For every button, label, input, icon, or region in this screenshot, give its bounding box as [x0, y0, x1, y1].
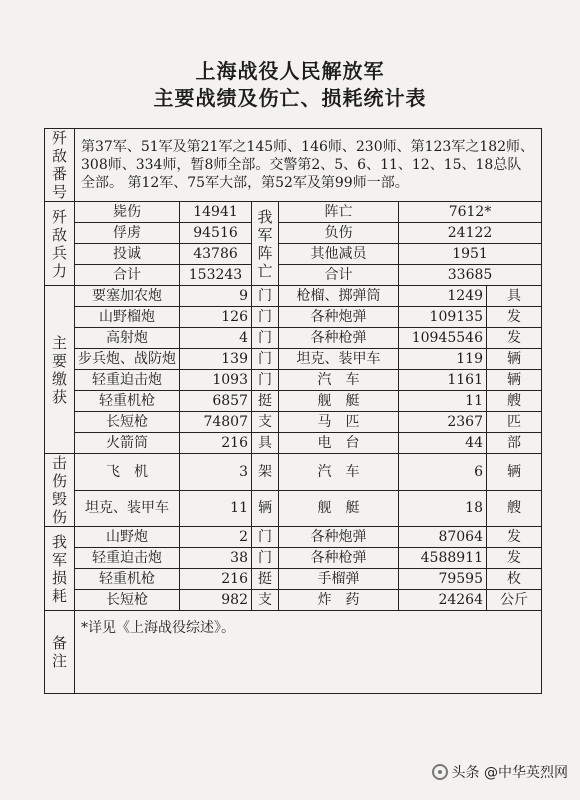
table-row [45, 349, 542, 370]
item-name: 炸 药 [279, 590, 399, 611]
item-value: 4588911 [399, 548, 487, 569]
item-value: 119 [399, 349, 487, 370]
item-value: 43786 [180, 244, 252, 265]
statistics-table [44, 128, 542, 694]
item-value: 216 [180, 433, 252, 454]
item-value: 7612* [399, 202, 542, 223]
watermark [432, 762, 568, 782]
item-unit: 辆 [487, 349, 542, 370]
table-row [45, 202, 542, 223]
section-label: 备注 [45, 611, 75, 694]
item-unit: 具 [487, 286, 542, 307]
table-row [45, 129, 542, 202]
item-value: 126 [180, 307, 252, 328]
item-value: 1093 [180, 370, 252, 391]
item-value: 216 [180, 569, 252, 590]
item-value: 11 [399, 391, 487, 412]
item-name: 合计 [75, 265, 180, 286]
section-text: 第37军、51军及第21军之145师、146师、230师、第123军之182师、308师、334师，暂8师全部。交警第2、5、6、11、12、15、18总队全部。 第12军、75军大部，第52军及第99师一部。 [75, 129, 542, 202]
item-name: 轻重迫击炮 [75, 370, 180, 391]
item-name: 山野炮 [75, 527, 180, 548]
item-value: 1249 [399, 286, 487, 307]
item-value: 109135 [399, 307, 487, 328]
item-value: 3 [180, 454, 252, 491]
item-name: 要塞加农炮 [75, 286, 180, 307]
item-value: 11 [180, 490, 252, 527]
watermark-text: 头条 @中华英烈网 [451, 765, 568, 781]
item-unit: 辆 [252, 490, 279, 527]
item-name: 汽 车 [279, 454, 399, 491]
table-row [45, 307, 542, 328]
note-text: *详见《上海战役综述》。 [75, 611, 542, 694]
table-row [45, 611, 542, 694]
item-name: 手榴弹 [279, 569, 399, 590]
section-label: 歼敌兵力 [45, 202, 75, 286]
item-unit: 门 [252, 286, 279, 307]
item-name: 舰 艇 [279, 490, 399, 527]
item-value: 4 [180, 328, 252, 349]
item-value: 1161 [399, 370, 487, 391]
item-unit: 匹 [487, 412, 542, 433]
item-name: 马 匹 [279, 412, 399, 433]
item-name: 汽 车 [279, 370, 399, 391]
item-unit: 架 [252, 454, 279, 491]
item-name: 各种炮弹 [279, 307, 399, 328]
item-name: 长短枪 [75, 412, 180, 433]
item-name: 投诚 [75, 244, 180, 265]
item-unit: 门 [252, 548, 279, 569]
table-row [45, 527, 542, 548]
item-name: 轻重机枪 [75, 569, 180, 590]
item-name: 各种枪弹 [279, 328, 399, 349]
item-value: 14941 [180, 202, 252, 223]
item-unit: 门 [252, 370, 279, 391]
document-title-line2: 主要战绩及伤亡、损耗统计表 [153, 86, 427, 110]
item-value: 139 [180, 349, 252, 370]
table-row [45, 590, 542, 611]
document-title-line1: 上海战役人民解放军 [195, 59, 385, 83]
item-value: 6857 [180, 391, 252, 412]
item-unit: 辆 [487, 454, 542, 491]
item-value: 33685 [399, 265, 542, 286]
table-row [45, 286, 542, 307]
item-value: 24264 [399, 590, 487, 611]
item-value: 18 [399, 490, 487, 527]
section-label: 我军阵亡 [252, 202, 279, 286]
item-unit: 具 [252, 433, 279, 454]
item-value: 9 [180, 286, 252, 307]
item-name: 飞 机 [75, 454, 180, 491]
item-value: 74807 [180, 412, 252, 433]
item-name: 坦克、装甲车 [279, 349, 399, 370]
table-row [45, 265, 542, 286]
item-unit: 艘 [487, 490, 542, 527]
item-unit: 枚 [487, 569, 542, 590]
item-name: 舰 艇 [279, 391, 399, 412]
table-row [45, 328, 542, 349]
item-name: 枪榴、掷弹筒 [279, 286, 399, 307]
section-label: 主要缴获 [45, 286, 75, 454]
item-unit: 支 [252, 590, 279, 611]
item-value: 2 [180, 527, 252, 548]
table-row [45, 223, 542, 244]
item-value: 1951 [399, 244, 542, 265]
item-name: 各种枪弹 [279, 548, 399, 569]
table-row [45, 433, 542, 454]
table-row [45, 412, 542, 433]
item-value: 982 [180, 590, 252, 611]
item-name: 阵亡 [279, 202, 399, 223]
item-name: 各种炮弹 [279, 527, 399, 548]
item-value: 153243 [180, 265, 252, 286]
table-row [45, 391, 542, 412]
item-value: 38 [180, 548, 252, 569]
section-label: 我军损耗 [45, 527, 75, 611]
item-name: 负伤 [279, 223, 399, 244]
item-value: 2367 [399, 412, 487, 433]
item-name: 电 台 [279, 433, 399, 454]
section-label: 歼敌番号 [45, 129, 75, 202]
item-unit: 门 [252, 328, 279, 349]
item-name: 火箭筒 [75, 433, 180, 454]
item-value: 24122 [399, 223, 542, 244]
item-unit: 发 [487, 328, 542, 349]
table-row [45, 454, 542, 491]
table-row [45, 490, 542, 527]
watermark-logo-icon [432, 764, 448, 780]
item-unit: 支 [252, 412, 279, 433]
item-unit: 艘 [487, 391, 542, 412]
item-value: 44 [399, 433, 487, 454]
item-name: 高射炮 [75, 328, 180, 349]
item-name: 俘虏 [75, 223, 180, 244]
item-unit: 门 [252, 527, 279, 548]
item-unit: 挺 [252, 391, 279, 412]
item-unit: 门 [252, 307, 279, 328]
item-name: 步兵炮、战防炮 [75, 349, 180, 370]
item-name: 长短枪 [75, 590, 180, 611]
item-value: 79595 [399, 569, 487, 590]
item-name: 轻重迫击炮 [75, 548, 180, 569]
item-name: 轻重机枪 [75, 391, 180, 412]
item-unit: 发 [487, 527, 542, 548]
item-name: 坦克、装甲车 [75, 490, 180, 527]
item-value: 10945546 [399, 328, 487, 349]
item-unit: 发 [487, 548, 542, 569]
table-row [45, 370, 542, 391]
item-value: 94516 [180, 223, 252, 244]
item-name: 合计 [279, 265, 399, 286]
item-unit: 公斤 [487, 590, 542, 611]
item-unit: 门 [252, 349, 279, 370]
item-unit: 辆 [487, 370, 542, 391]
table-row [45, 569, 542, 590]
item-name: 毙伤 [75, 202, 180, 223]
section-label: 击伤毁伤 [45, 454, 75, 527]
item-unit: 部 [487, 433, 542, 454]
table-row [45, 548, 542, 569]
item-value: 87064 [399, 527, 487, 548]
table-row [45, 244, 542, 265]
item-name: 其他减员 [279, 244, 399, 265]
item-unit: 发 [487, 307, 542, 328]
item-unit: 挺 [252, 569, 279, 590]
item-name: 山野榴炮 [75, 307, 180, 328]
item-value: 6 [399, 454, 487, 491]
